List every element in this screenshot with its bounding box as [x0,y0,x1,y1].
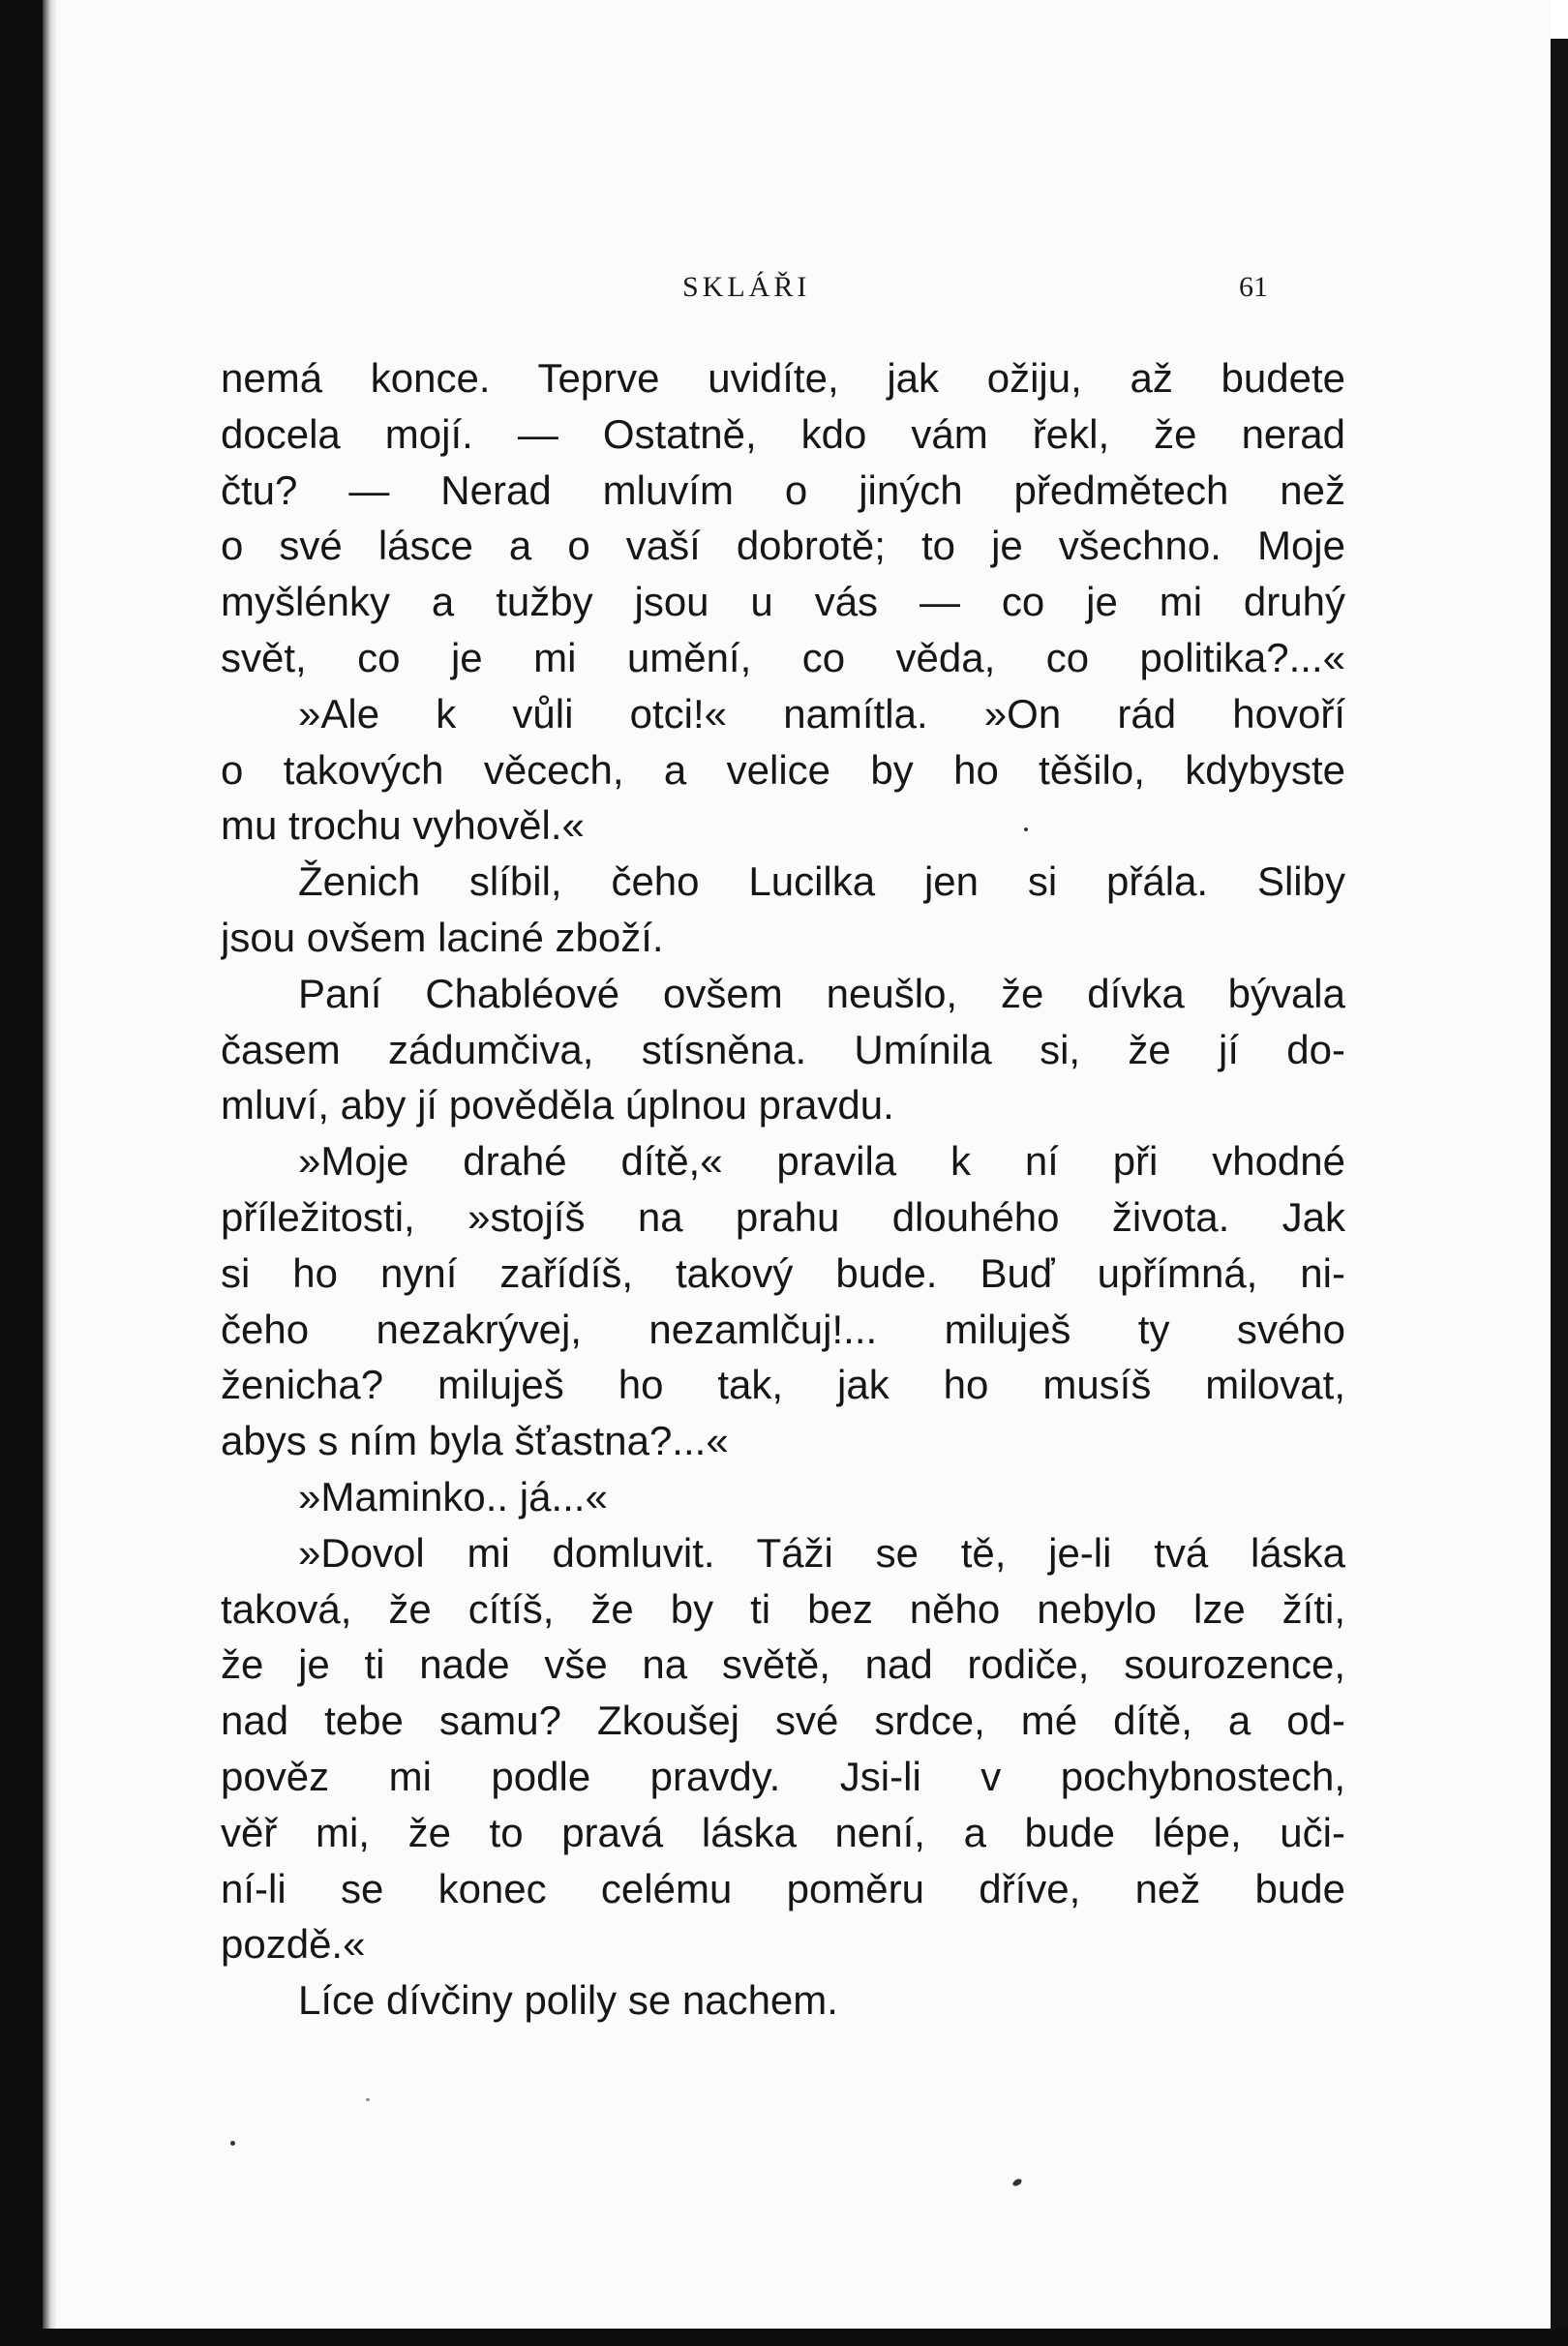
text-line: věř mi, že to pravá láska není, a bude lépe, uči- [221,1809,1345,1855]
page-number: 61 [1239,271,1268,303]
text-line: čeho nezakrývej, nezamlčuj!... miluješ ty svého [221,1306,1345,1352]
scan-border-left [0,0,43,2346]
text-line: nemá konce. Teprve uvidíte, jak ožiju, až budete [221,355,1345,401]
text-line: čtu? — Nerad mluvím o jiných předmětech než [221,466,1345,513]
text-line: »Moje drahé dítě,« pravila k ní při vhodné [298,1138,1345,1185]
scan-border-bottom [0,2329,1568,2346]
text-line: jsou ovšem laciné zboží. [221,914,664,960]
text-line: o své lásce a o vaší dobrotě; to je všechno. Moje [221,523,1345,569]
text-line: nad tebe samu? Zkoušej své srdce, mé dítě, a od- [221,1698,1345,1744]
running-head [56,271,1551,310]
running-head-title: SKLÁŘI [682,271,811,303]
text-line: o takových věcech, a velice by ho těšilo, kdybyste [221,746,1345,793]
text-line: »Ale k vůli otci!« namítla. »On rád hovoří [298,690,1345,737]
text-line: mu trochu vyhověl.« [221,802,585,849]
text-line: mluví, aby jí pověděla úplnou pravdu. [221,1082,894,1128]
text-line: Paní Chabléové ovšem neušlo, že dívka bývala [298,970,1345,1016]
paper-speck [1011,2178,1023,2187]
text-line: že je ti nade vše na světě, nad rodiče, sourozence, [221,1641,1345,1688]
paper-speck [230,2141,235,2146]
text-line: svět, co je mi umění, co věda, co politika?...« [221,634,1345,680]
paper-speck [366,2098,370,2101]
text-line: »Maminko.. já...« [298,1473,608,1519]
text-line: Ženich slíbil, čeho Lucilka jen si přála. Sliby [298,858,1345,905]
text-line: si ho nyní zařídíš, takový bude. Buď upřímná, ni- [221,1249,1345,1296]
text-line: ženicha? miluješ ho tak, jak ho musíš milovat, [221,1362,1345,1408]
text-line: časem zádumčiva, stísněna. Umínila si, že jí do- [221,1026,1345,1072]
text-line: myšlénky a tužby jsou u vás — co je mi druhý [221,579,1345,625]
text-line: abys s ním byla šťastna?...« [221,1418,729,1464]
scan-border-right [1551,39,1568,2346]
text-line: Líce dívčiny polily se nachem. [298,1977,838,2024]
book-gutter-shadow [43,0,56,2346]
text-line: příležitosti, »stojíš na prahu dlouhého života. Jak [221,1193,1345,1240]
paper-speck [1024,827,1028,831]
text-line: ní-li se konec celému poměru dříve, než bude [221,1865,1345,1911]
book-page [56,0,1551,2329]
body-text [221,350,1345,2029]
text-line: pověz mi podle pravdy. Jsi-li v pochybnostech, [221,1753,1345,1799]
text-line: »Dovol mi domluvit. Táži se tě, je-li tvá láska [298,1529,1345,1576]
text-line: docela mojí. — Ostatně, kdo vám řekl, že nerad [221,410,1345,457]
text-line: taková, že cítíš, že by ti bez něho nebylo lze žíti, [221,1585,1345,1632]
text-line: pozdě.« [221,1921,366,1968]
